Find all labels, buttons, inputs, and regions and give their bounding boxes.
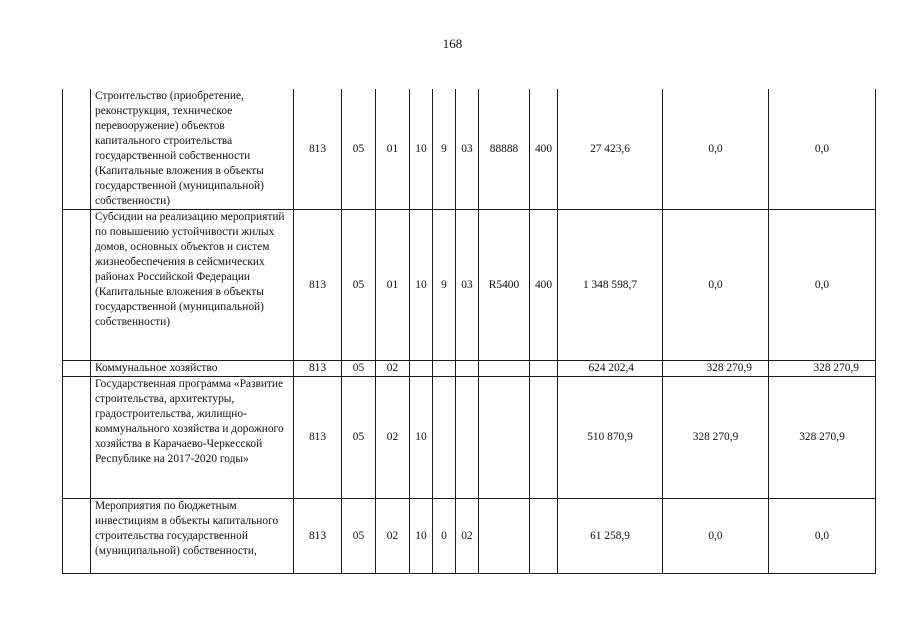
- page-number: 168: [442, 36, 463, 51]
- amount-year-2: 328 270,9: [663, 361, 769, 377]
- code-event: 03: [456, 89, 479, 210]
- amount-year-3: 0,0: [769, 89, 876, 210]
- code-ministry: 813: [294, 210, 342, 361]
- code-direction: [479, 499, 530, 574]
- row-name: Субсидии на реализацию мероприятий по повышению устойчивости жилых домов, основных объектов и систем жизнеобеспечения в сейсмических районах Российской Федерации (Капитальные вложения в объекты государственной (муниципальной) собственности): [91, 210, 294, 361]
- code-expense-type: 400: [530, 89, 558, 210]
- table-row: [63, 377, 876, 499]
- code-ministry: 813: [294, 89, 342, 210]
- amount-year-2: 328 270,9: [663, 377, 769, 499]
- row-name: Мероприятия по бюджетным инвестициям в объекты капитального строительства государственной (муниципальной) собственности,: [91, 499, 294, 574]
- amount-year-3: 328 270,9: [769, 377, 876, 499]
- code-subsection: 02: [376, 499, 410, 574]
- code-expense-type: [530, 361, 558, 377]
- code-direction: R5400: [479, 210, 530, 361]
- code-subprogram: 9: [433, 89, 456, 210]
- code-subsection: 02: [376, 377, 410, 499]
- code-program: 10: [410, 89, 433, 210]
- amount-year-1: 1 348 598,7: [558, 210, 663, 361]
- code-direction: [479, 361, 530, 377]
- empty-cell: [63, 361, 91, 377]
- code-program: 10: [410, 210, 433, 361]
- code-subsection: 01: [376, 210, 410, 361]
- code-expense-type: [530, 499, 558, 574]
- code-direction: 88888: [479, 89, 530, 210]
- code-ministry: 813: [294, 499, 342, 574]
- row-name: Строительство (приобретение, реконструкция, техническое перевооружение) объектов капитального строительства государственной собственности (Капитальные вложения в объекты государственной (муниципальной) собственности): [91, 89, 294, 210]
- code-expense-type: 400: [530, 210, 558, 361]
- empty-cell: [63, 210, 91, 361]
- code-subprogram: [433, 361, 456, 377]
- amount-year-3: 0,0: [769, 210, 876, 361]
- empty-cell: [63, 89, 91, 210]
- code-expense-type: [530, 377, 558, 499]
- code-section: 05: [342, 499, 376, 574]
- row-name: Государственная программа «Развитие строительства, архитектуры, градостроительства, жилищно-коммунального хозяйства и дорожного хозяйства в Карачаево-Черкесской Республике на 2017-2020 годы»: [91, 377, 294, 499]
- code-subprogram: 9: [433, 210, 456, 361]
- code-program: [410, 361, 433, 377]
- code-subsection: 02: [376, 361, 410, 377]
- empty-cell: [63, 377, 91, 499]
- row-name: Коммунальное хозяйство: [91, 361, 294, 377]
- amount-year-2: 0,0: [663, 210, 769, 361]
- code-ministry: 813: [294, 361, 342, 377]
- code-ministry: 813: [294, 377, 342, 499]
- code-event: [456, 377, 479, 499]
- code-direction: [479, 377, 530, 499]
- empty-cell: [63, 499, 91, 574]
- code-event: 02: [456, 499, 479, 574]
- table-row: [63, 499, 876, 574]
- code-section: 05: [342, 361, 376, 377]
- amount-year-1: 624 202,4: [558, 361, 663, 377]
- code-subprogram: 0: [433, 499, 456, 574]
- code-event: 03: [456, 210, 479, 361]
- table-row: [63, 210, 876, 361]
- budget-table: [62, 89, 876, 574]
- code-event: [456, 361, 479, 377]
- code-program: 10: [410, 499, 433, 574]
- amount-year-1: 510 870,9: [558, 377, 663, 499]
- table-row: [63, 89, 876, 210]
- code-section: 05: [342, 377, 376, 499]
- code-program: 10: [410, 377, 433, 499]
- code-section: 05: [342, 89, 376, 210]
- amount-year-2: 0,0: [663, 499, 769, 574]
- code-section: 05: [342, 210, 376, 361]
- amount-year-1: 27 423,6: [558, 89, 663, 210]
- amount-year-2: 0,0: [663, 89, 769, 210]
- amount-year-1: 61 258,9: [558, 499, 663, 574]
- amount-year-3: 328 270,9: [769, 361, 876, 377]
- amount-year-3: 0,0: [769, 499, 876, 574]
- table-row: [63, 361, 876, 377]
- code-subprogram: [433, 377, 456, 499]
- code-subsection: 01: [376, 89, 410, 210]
